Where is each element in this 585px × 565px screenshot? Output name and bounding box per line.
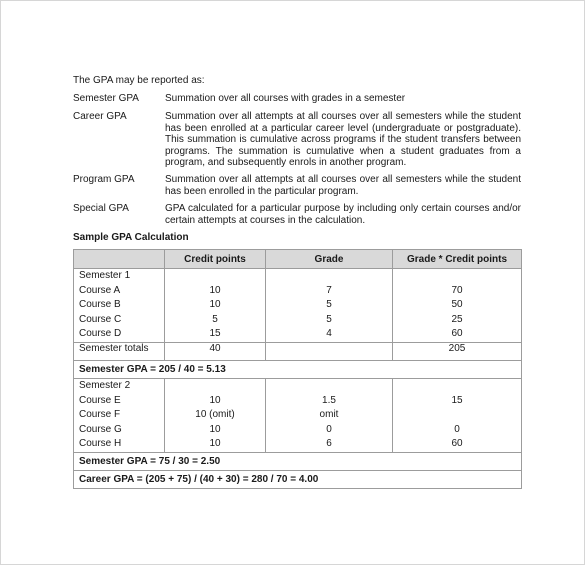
grade-points-value: 0	[454, 423, 460, 435]
definition-term: Semester GPA	[73, 93, 139, 104]
course-names-cell	[74, 269, 165, 343]
semester-1-block	[74, 269, 522, 343]
definition-term: Program GPA	[73, 174, 135, 185]
grade-value: omit	[319, 409, 339, 421]
course-name: Course H	[79, 438, 122, 450]
grade-cell	[266, 269, 393, 343]
semester-totals-row	[74, 342, 522, 360]
semester-totals-label: Semester totals	[74, 342, 165, 360]
grade-value: 7	[326, 284, 332, 296]
semester-2-block	[74, 378, 522, 452]
semester-1-gpa: Semester GPA = 205 / 40 = 5.13	[74, 360, 522, 378]
credit-points-value: 10	[209, 299, 221, 311]
table-header-credit-points: Credit points	[165, 250, 266, 269]
grade-points-value: 15	[451, 394, 463, 406]
course-names-cell	[74, 378, 165, 452]
semester-2-gpa-row	[74, 452, 522, 470]
table-header-row	[74, 250, 522, 269]
grade-points-value: 60	[451, 438, 463, 450]
grade-value: 5	[326, 299, 332, 311]
course-name: Course F	[79, 409, 121, 421]
credit-points-value: 10	[209, 284, 221, 296]
total-grade-points: 205	[393, 342, 522, 360]
course-name: Course B	[79, 299, 121, 311]
course-name: Course D	[79, 328, 122, 340]
course-name: Course A	[79, 284, 121, 296]
sample-title: Sample GPA Calculation	[73, 232, 189, 243]
grade-points-value: 70	[451, 284, 463, 296]
total-credit-points: 40	[165, 342, 266, 360]
definition-text: Summation over all courses with grades in a semester	[165, 93, 406, 104]
grade-points-cell	[393, 378, 522, 452]
credit-points-value: 15	[209, 328, 221, 340]
career-gpa: Career GPA = (205 + 75) / (40 + 30) = 280 / 70 = 4.00	[74, 470, 522, 488]
grade-value: 1.5	[322, 394, 336, 406]
grade-cell	[266, 378, 393, 452]
intro-text: The GPA may be reported as:	[73, 75, 205, 86]
grade-points-value: 25	[451, 313, 463, 325]
grade-points-value: 60	[451, 328, 463, 340]
semester-label: Semester 1	[79, 270, 131, 281]
definition-text: Summation over all attempts at all courses over all semesters while the student has been enrolled at a particular career level (undergraduate or postgraduate). This summation is cumulative across programs if the student transfers between programs. The summation is cumulative when a student graduates from a program, and subsequently enrols in another program.	[165, 111, 521, 169]
gpa-table	[73, 249, 522, 489]
semester-2-gpa: Semester GPA = 75 / 30 = 2.50	[74, 452, 522, 470]
career-gpa-row	[74, 470, 522, 488]
credit-points-cell	[165, 378, 266, 452]
definition-text: GPA calculated for a particular purpose by including only certain courses and/or certain attempts at courses in the calculation.	[165, 203, 521, 226]
grade-points-value	[398, 408, 516, 423]
credit-points-value: 10 (omit)	[195, 409, 235, 421]
credit-points-value: 5	[212, 313, 218, 325]
grade-value: 4	[326, 328, 332, 340]
table-header-grade-credit-points: Grade * Credit points	[393, 250, 522, 269]
semester-label: Semester 2	[79, 379, 131, 391]
table-header-blank	[74, 250, 165, 269]
grade-points-cell	[393, 269, 522, 343]
course-name: Course G	[79, 423, 122, 435]
definition-text: Summation over all attempts at all courses over all semesters while the student has been enrolled in the particular program.	[165, 174, 521, 197]
credit-points-value: 10	[209, 438, 221, 450]
definition-term: Special GPA	[73, 203, 129, 214]
definition-term: Career GPA	[73, 111, 127, 122]
grade-value: 5	[326, 313, 332, 325]
grade-value: 0	[326, 423, 332, 435]
credit-points-value: 10	[209, 423, 221, 435]
course-name: Course C	[79, 313, 122, 325]
total-grade-blank	[266, 342, 393, 360]
grade-points-value: 50	[451, 299, 463, 311]
course-name: Course E	[79, 394, 121, 406]
semester-1-gpa-row	[74, 360, 522, 378]
table-header-grade: Grade	[266, 250, 393, 269]
credit-points-cell	[165, 269, 266, 343]
grade-value: 6	[326, 438, 332, 450]
credit-points-value: 10	[209, 394, 221, 406]
